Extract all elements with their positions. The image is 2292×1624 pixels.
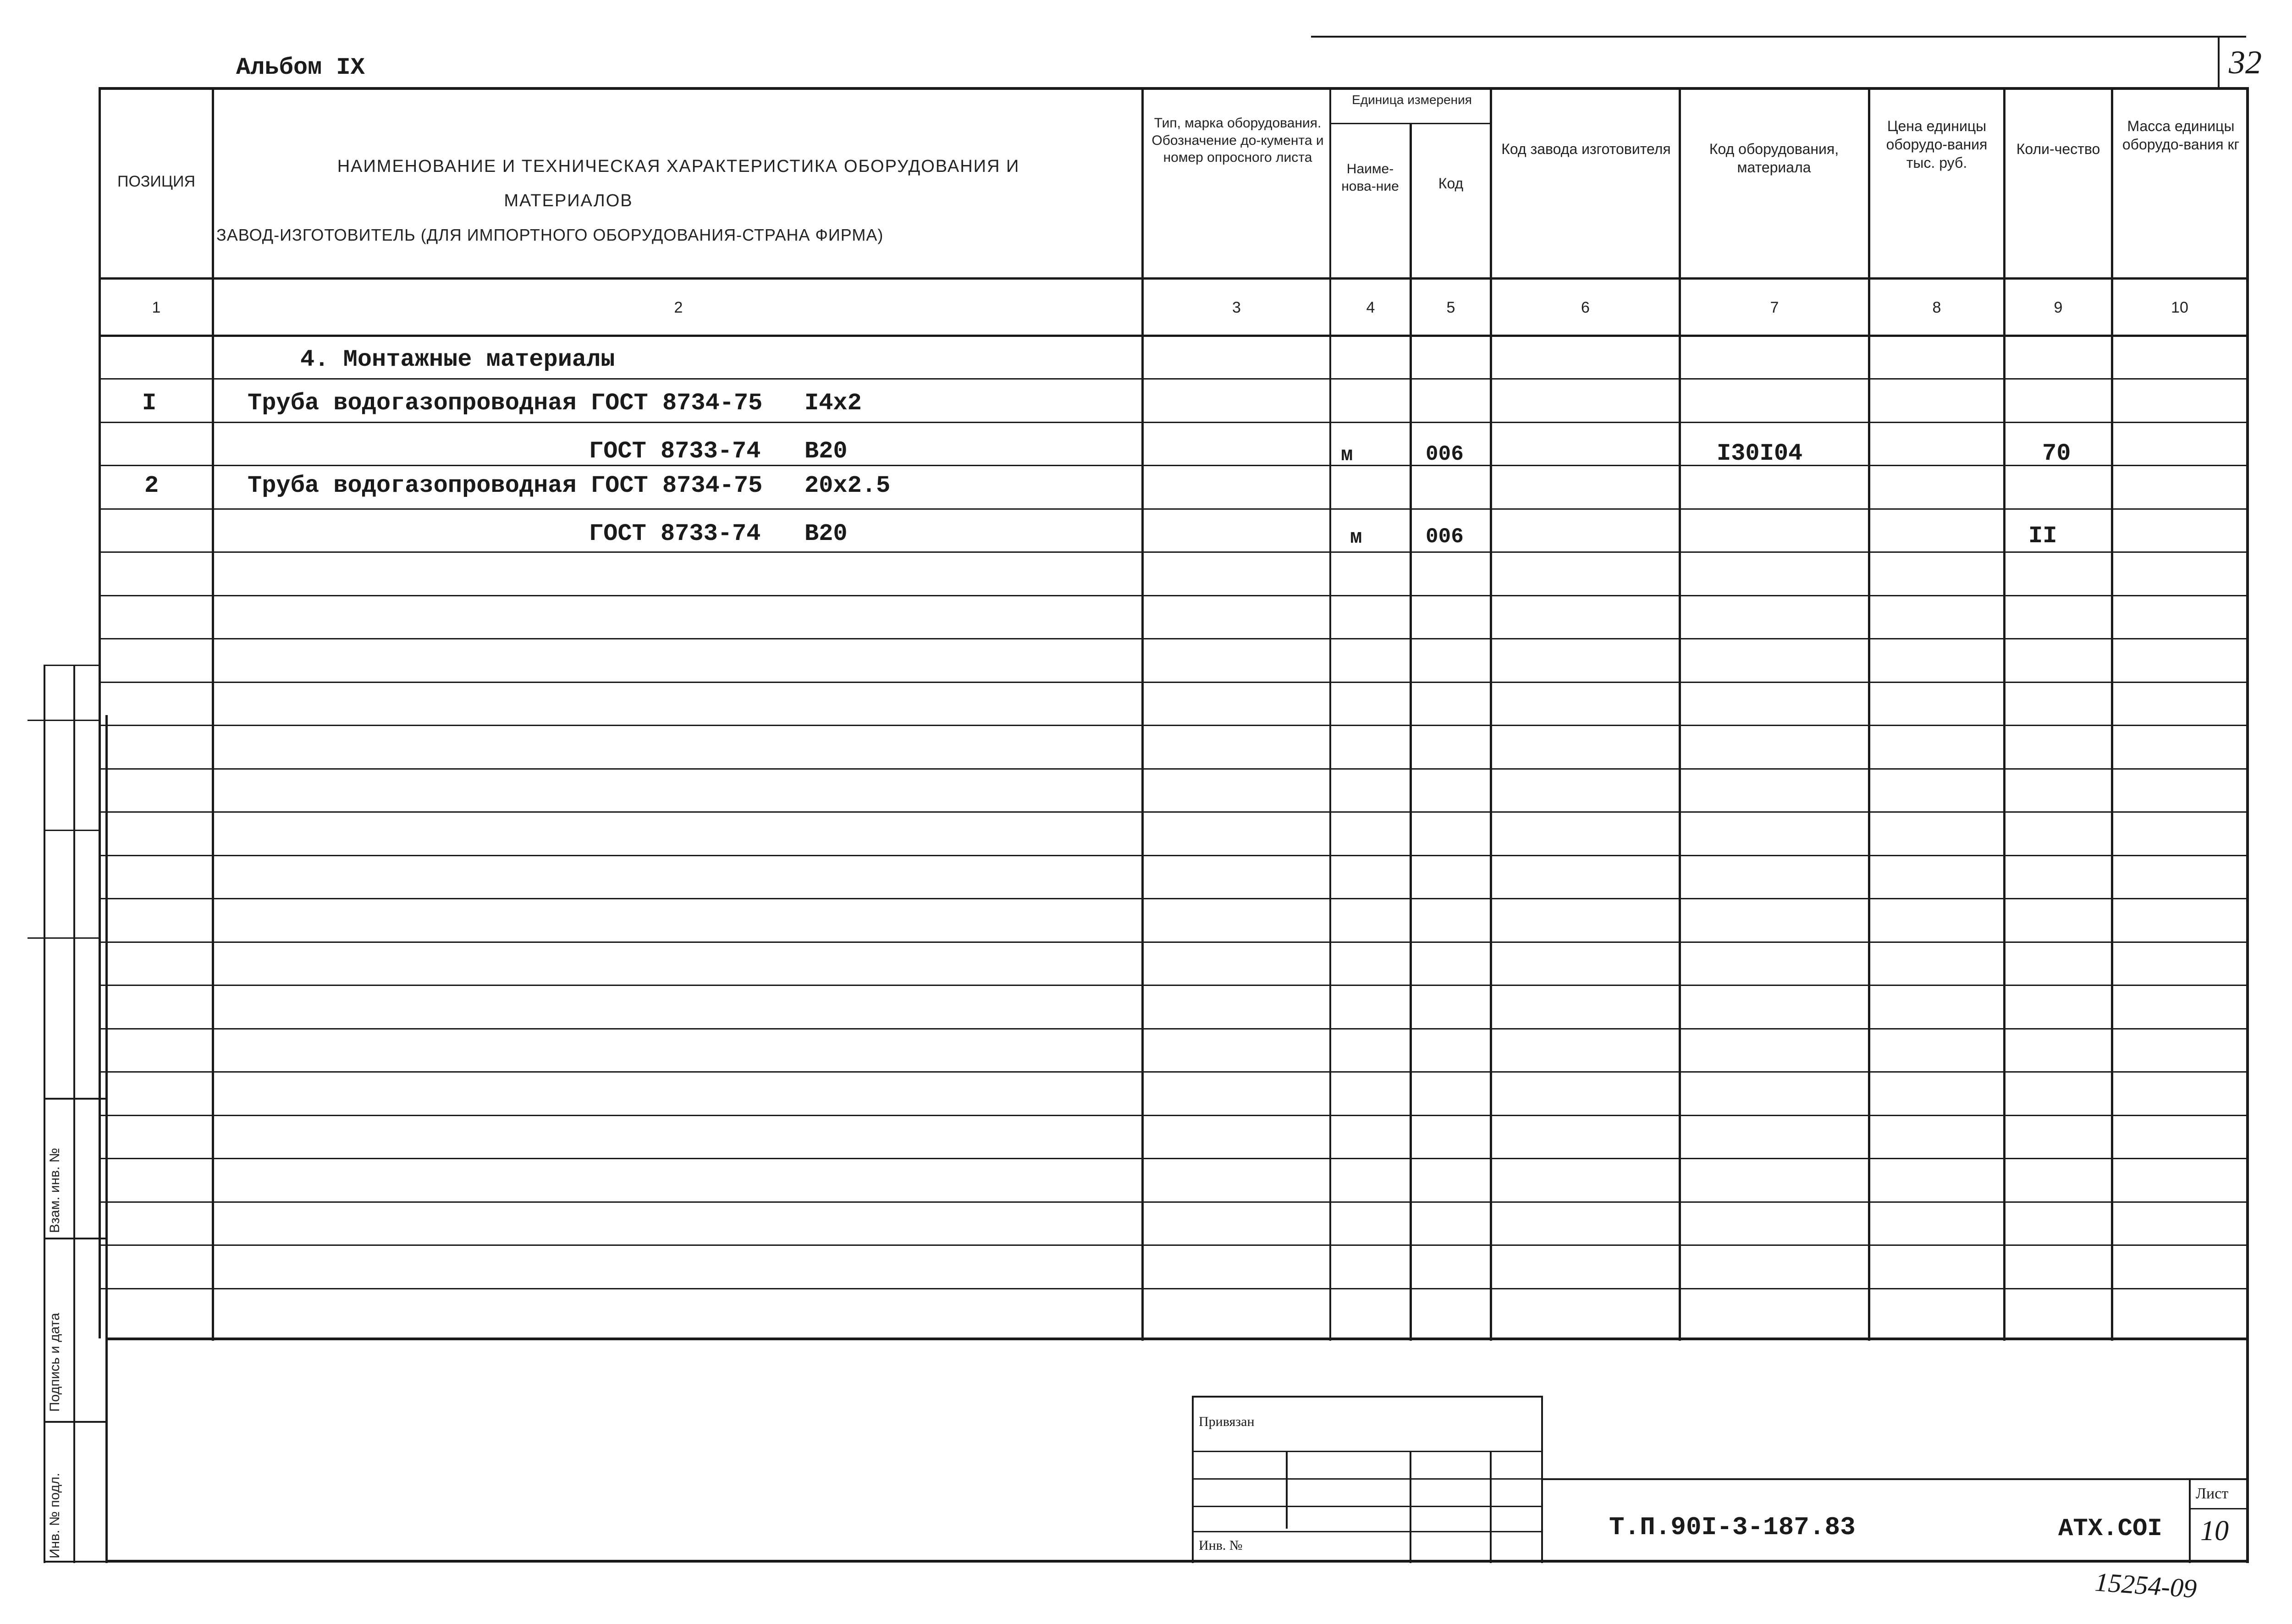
row-divider <box>99 768 2248 770</box>
header-material-code: Код оборудования, материала <box>1709 141 1839 176</box>
header-price: Цена единицы оборудо-вания тыс. руб. <box>1886 118 1988 171</box>
header-unit-code: Код <box>1438 175 1464 192</box>
row-divider <box>99 1028 2248 1029</box>
col-number: 6 <box>1581 299 1590 316</box>
col-number: 2 <box>674 299 683 316</box>
col-number: 1 <box>152 299 161 316</box>
section-title: 4. Монтажные материалы <box>300 346 615 373</box>
row-name: ГОСТ 8733-74 <box>589 520 761 547</box>
row-divider <box>99 1158 2248 1159</box>
row-divider <box>99 508 2248 510</box>
header-unit-group: Единица измерения <box>1352 93 1472 107</box>
row-divider <box>99 855 2248 856</box>
sheet-label: Лист <box>2196 1485 2229 1502</box>
album-label: Альбом IX <box>236 54 365 81</box>
row-position: I <box>142 390 157 417</box>
col-number: 10 <box>2171 299 2188 316</box>
side-inv-orig: Инв. № подл. <box>47 1473 62 1558</box>
col-number: 7 <box>1770 299 1779 316</box>
row-divider <box>99 725 2248 726</box>
row-divider <box>99 422 2248 423</box>
row-divider <box>99 941 2248 943</box>
row-divider <box>99 551 2248 553</box>
sheet-code: АТХ.СОI <box>2058 1515 2162 1543</box>
document-code: Т.П.90I-3-187.83 <box>1609 1513 1856 1542</box>
page-number: 32 <box>2229 44 2262 81</box>
row-divider <box>99 682 2248 683</box>
col-number: 3 <box>1232 299 1241 316</box>
row-divider <box>99 465 2248 466</box>
header-type: Тип, марка оборудования. Обозначение до-кумента и номер опросного листа <box>1152 116 1324 165</box>
row-material-code: I30I04 <box>1717 440 1803 467</box>
col-number: 8 <box>1932 299 1941 316</box>
row-spec: В20 <box>804 438 848 465</box>
header-mass: Масса единицы оборудо-вания кг <box>2122 118 2240 153</box>
row-unit: м <box>1350 526 1362 549</box>
row-name: Труба водогазопроводная ГОСТ 8734-75 <box>248 390 763 417</box>
row-divider <box>99 811 2248 813</box>
header-unit-name: Наиме-нова-ние <box>1341 161 1399 194</box>
row-divider <box>99 898 2248 899</box>
sheet-number: 10 <box>2200 1515 2229 1547</box>
col-number: 5 <box>1446 299 1455 316</box>
row-spec: I4x2 <box>804 390 862 417</box>
header-factory-code: Код завода изготовителя <box>1501 141 1671 157</box>
row-spec: 20x2.5 <box>804 472 891 499</box>
side-replace-inv: Взам. инв. № <box>47 1148 62 1233</box>
row-divider <box>99 638 2248 639</box>
inv-no-label: Инв. № <box>1199 1538 1243 1553</box>
row-code: 006 <box>1426 442 1464 466</box>
row-divider <box>99 1288 2248 1289</box>
col-number: 4 <box>1366 299 1375 316</box>
col-number: 9 <box>2054 299 2063 316</box>
row-name: Труба водогазопроводная ГОСТ 8734-75 <box>248 472 763 499</box>
row-name: ГОСТ 8733-74 <box>589 438 761 465</box>
row-divider <box>99 378 2248 380</box>
header-name-line1: НАИМЕНОВАНИЕ И ТЕХНИЧЕСКАЯ ХАРАКТЕРИСТИКА ОБОРУДОВАНИЯ И <box>337 157 1020 176</box>
row-divider <box>99 1244 2248 1246</box>
row-position: 2 <box>144 472 159 499</box>
row-unit: м <box>1341 444 1353 467</box>
checked-label: Привязан <box>1199 1414 1255 1429</box>
row-divider <box>99 1201 2248 1203</box>
row-quantity: II <box>2028 523 2057 550</box>
header-position: ПОЗИЦИЯ <box>117 173 195 190</box>
row-divider <box>99 1071 2248 1073</box>
row-divider <box>99 1115 2248 1116</box>
row-quantity: 70 <box>2042 440 2071 467</box>
header-quantity: Коли-чество <box>2016 141 2100 157</box>
header-name-line2: МАТЕРИАЛОВ <box>504 191 633 210</box>
row-spec: В20 <box>804 520 848 547</box>
side-sign-date: Подпись и дата <box>47 1313 62 1412</box>
row-divider <box>99 985 2248 986</box>
row-code: 006 <box>1426 525 1464 549</box>
row-divider <box>99 595 2248 596</box>
handwritten-number: 15254-09 <box>2094 1567 2198 1604</box>
header-name-line3: ЗАВОД-ИЗГОТОВИТЕЛЬ (ДЛЯ ИМПОРТНОГО ОБОРУДОВАНИЯ-СТРАНА ФИРМА) <box>216 226 884 244</box>
